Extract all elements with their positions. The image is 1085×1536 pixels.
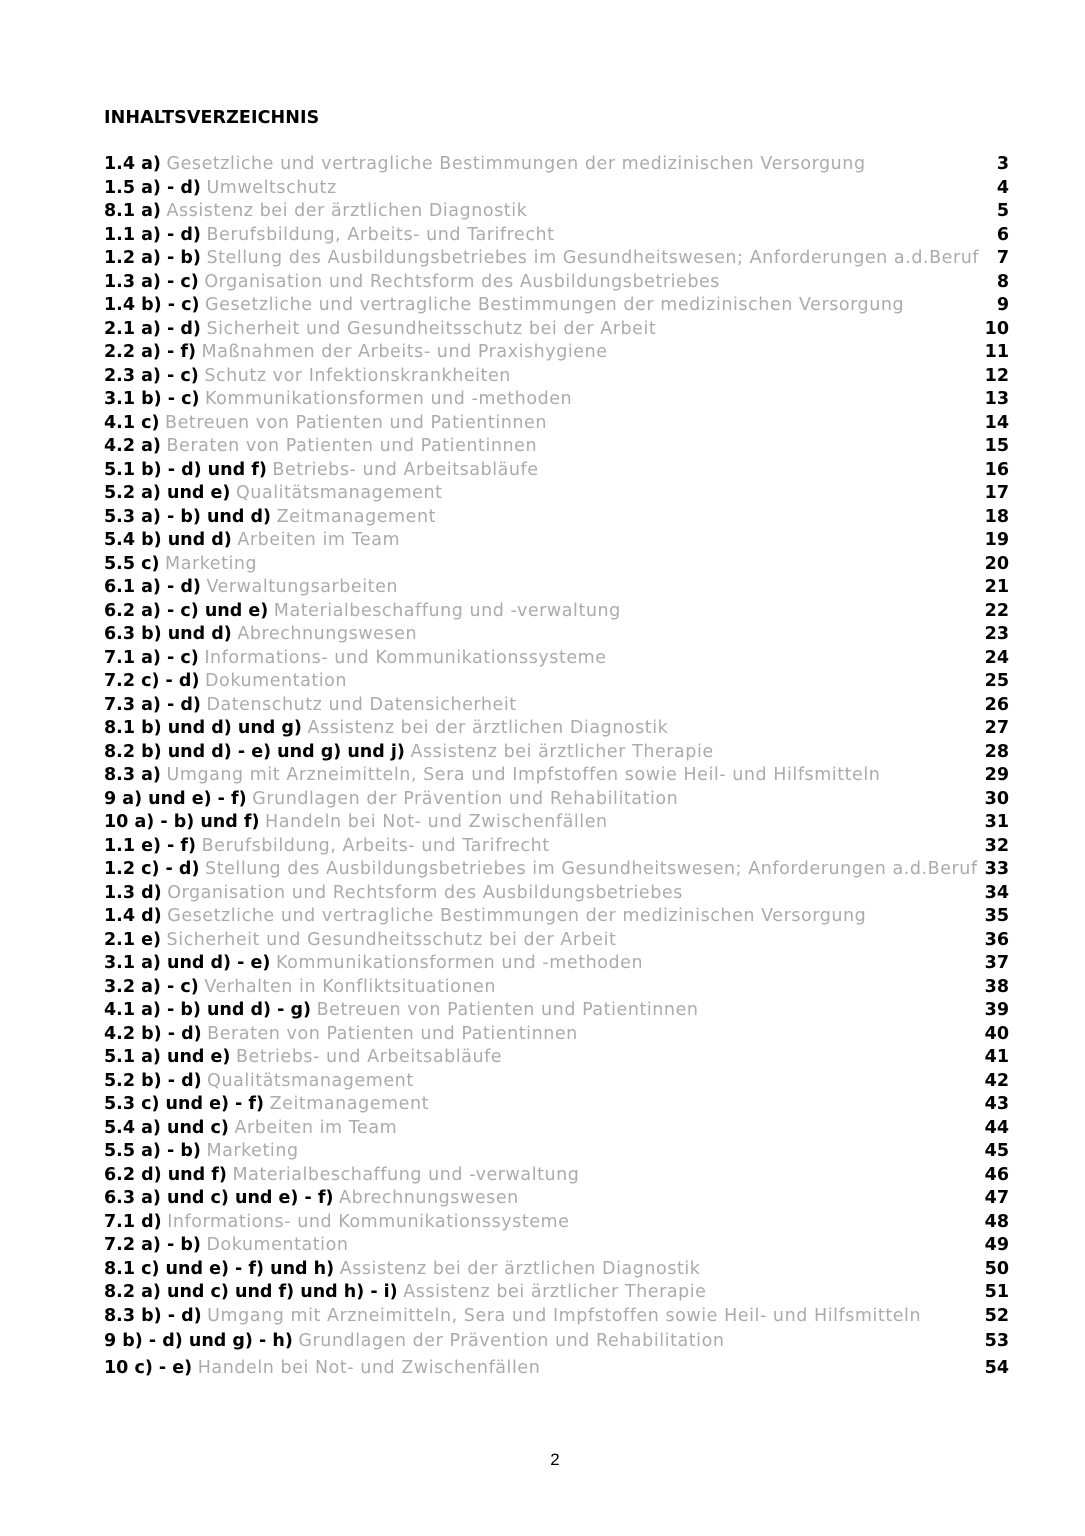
toc-entry-topic: Qualitätsmanagement: [235, 483, 443, 503]
page-number: 2: [550, 1450, 560, 1469]
toc-entry-page-number: 54: [984, 1358, 1009, 1378]
toc-entry-topic: Datenschutz und Datensicherheit: [206, 694, 517, 715]
toc-entry-topic: Dokumentation: [206, 1235, 349, 1255]
toc-entry-page-number: 53: [984, 1331, 1009, 1351]
toc-entry-page-number: 50: [984, 1258, 1009, 1279]
toc-entry-topic: Materialbeschaffung und -verwaltung: [232, 1164, 580, 1185]
toc-entry: [104, 647, 1009, 671]
toc-entry-code: 5.5 a) - b): [104, 1141, 201, 1161]
toc-entry-topic: Gesetzliche und vertragliche Bestimmungen der medizinischen Versorgung: [166, 154, 866, 174]
toc-entry-topic: Stellung des Ausbildungsbetriebes im Gesundheitswesen; Anforderungen a.d.Beruf: [205, 859, 978, 879]
toc-entry-code: 2.1 a) - d): [104, 318, 201, 339]
toc-entry: [104, 1281, 1009, 1305]
toc-entry: [104, 412, 1009, 436]
toc-entry: [104, 623, 1009, 647]
toc-entry-code: 5.3 c) und e) - f): [104, 1094, 265, 1114]
toc-entry: [104, 694, 1009, 718]
toc-entry: [104, 271, 1009, 295]
toc-entry-page-number: 6: [996, 224, 1009, 245]
toc-entry-page-number: 28: [984, 741, 1009, 762]
toc-entry-page-number: 24: [984, 647, 1009, 668]
toc-entry: [104, 553, 1009, 577]
toc-entry-code: 8.2 b) und d) - e) und g) und j): [104, 741, 405, 762]
toc-entry-code: 4.1 a) - b) und d) - g): [104, 1000, 312, 1020]
toc-entry: [104, 318, 1009, 342]
toc-entry-code: 2.2 a) - f): [104, 342, 196, 362]
toc-entry-topic: Kommunikationsformen und -methoden: [275, 953, 644, 973]
toc-entry-topic: Assistenz bei ärztlicher Therapie: [403, 1282, 707, 1302]
toc-entry: [104, 1211, 1009, 1235]
toc-entry-topic: Grundlagen der Prävention und Rehabilitation: [252, 788, 679, 809]
toc-entry-code: 2.3 a) - c): [104, 365, 199, 386]
toc-entry-page-number: 13: [984, 389, 1009, 409]
toc-entry: [104, 247, 1009, 271]
toc-entry: [104, 858, 1009, 882]
toc-entry-page-number: 8: [996, 271, 1009, 292]
toc-entry-topic: Assistenz bei der ärztlichen Diagnostik: [166, 201, 528, 221]
toc-entry: [104, 1140, 1009, 1164]
toc-entry-code: 2.1 e): [104, 929, 161, 950]
toc-entry-code: 5.2 a) und e): [104, 483, 231, 503]
toc-entry-page-number: 19: [984, 530, 1009, 550]
toc-entry-code: 5.3 a) - b) und d): [104, 506, 272, 527]
toc-entry: [104, 929, 1009, 953]
toc-entry-code: 6.3 a) und c) und e) - f): [104, 1188, 334, 1208]
toc-entry-code: 7.3 a) - d): [104, 694, 201, 715]
toc-entry-page-number: 40: [984, 1023, 1009, 1044]
toc-entry-page-number: 35: [984, 906, 1009, 926]
page-title: INHALTSVERZEICHNIS: [104, 108, 320, 128]
toc-entry: [104, 459, 1009, 483]
toc-entry-code: 3.2 a) - c): [104, 976, 199, 997]
toc-entry-code: 6.1 a) - d): [104, 577, 201, 597]
toc-entry-page-number: 32: [984, 835, 1009, 856]
toc-entry-topic: Kommunikationsformen und -methoden: [205, 389, 573, 409]
toc-entry-topic: Betreuen von Patienten und Patientinnen: [165, 412, 547, 433]
toc-entry-code: 8.1 c) und e) - f) und h): [104, 1258, 335, 1279]
toc-entry: [104, 764, 1009, 788]
toc-entry-code: 1.1 a) - d): [104, 224, 201, 245]
toc-entry-page-number: 34: [984, 882, 1009, 903]
toc-entry: [104, 1023, 1009, 1047]
toc-entry: [104, 1187, 1009, 1211]
toc-entry: [104, 1258, 1009, 1282]
toc-entry-code: 8.1 b) und d) und g): [104, 718, 302, 738]
toc-entry-code: 1.4 d): [104, 906, 162, 926]
toc-entry-page-number: 36: [984, 929, 1009, 950]
toc-entry: [104, 1093, 1009, 1117]
toc-entry: [104, 905, 1009, 929]
toc-entry-topic: Betriebs- und Arbeitsabläufe: [272, 459, 539, 480]
toc-entry-code: 1.1 e) - f): [104, 835, 197, 856]
toc-entry-topic: Organisation und Rechtsform des Ausbildungsbetriebes: [204, 271, 720, 292]
toc-entry-topic: Qualitätsmanagement: [207, 1070, 414, 1091]
toc-entry: [104, 294, 1009, 318]
toc-entry: [104, 952, 1009, 976]
toc-entry-code: 10 a) - b) und f): [104, 812, 260, 832]
toc-entry-topic: Zeitmanagement: [269, 1094, 430, 1114]
toc-entry-topic: Sicherheit und Gesundheitsschutz bei der Arbeit: [206, 318, 657, 339]
toc-entry-page-number: 11: [984, 342, 1009, 362]
toc-entry-topic: Zeitmanagement: [276, 506, 437, 527]
toc-entry: [104, 576, 1009, 600]
toc-entry-topic: Verhalten in Konfliktsituationen: [204, 976, 496, 997]
toc-entry-topic: Materialbeschaffung und -verwaltung: [273, 600, 621, 621]
toc-entry-page-number: 45: [984, 1141, 1009, 1161]
toc-entry-code: 7.2 a) - b): [104, 1235, 201, 1255]
toc-entry-code: 8.1 a): [104, 201, 161, 221]
toc-entry-topic: Marketing: [165, 553, 258, 574]
toc-entry-code: 6.2 a) - c) und e): [104, 600, 269, 621]
toc-entry: [104, 506, 1009, 530]
toc-entry-topic: Assistenz bei ärztlicher Therapie: [410, 741, 714, 762]
toc-entry-topic: Handeln bei Not- und Zwischenfällen: [265, 812, 608, 832]
toc-entry-topic: Stellung des Ausbildungsbetriebes im Gesundheitswesen; Anforderungen a.d.Beruf: [206, 248, 980, 268]
toc-entry-code: 1.5 a) - d): [104, 177, 201, 198]
toc-entry: [104, 717, 1009, 741]
toc-entry-code: 1.4 a): [104, 154, 161, 174]
toc-entry-page-number: 25: [984, 671, 1009, 691]
toc-entry: [104, 999, 1009, 1023]
toc-entry-page-number: 4: [996, 177, 1009, 198]
toc-entry-topic: Gesetzliche und vertragliche Bestimmungen der medizinischen Versorgung: [167, 906, 867, 926]
toc-entry-topic: Grundlagen der Prävention und Rehabilitation: [298, 1331, 725, 1351]
toc-entry-code: 8.3 a): [104, 765, 161, 785]
toc-entry-topic: Berufsbildung, Arbeits- und Tarifrecht: [206, 224, 555, 245]
toc-entry: [104, 600, 1009, 624]
toc-entry: [104, 788, 1009, 812]
toc-entry-page-number: 9: [996, 295, 1009, 315]
toc-entry-page-number: 30: [984, 788, 1009, 809]
toc-entry-page-number: 5: [996, 201, 1009, 221]
toc-entry: [104, 1355, 1009, 1382]
toc-entry-code: 8.3 b) - d): [104, 1305, 202, 1326]
toc-entry-page-number: 41: [984, 1047, 1009, 1067]
toc-entry-topic: Betreuen von Patienten und Patientinnen: [316, 1000, 699, 1020]
toc-entry-code: 1.3 a) - c): [104, 271, 199, 292]
toc-entry: [104, 811, 1009, 835]
toc-entry-page-number: 22: [984, 600, 1009, 621]
toc-entry-code: 5.5 c): [104, 553, 160, 574]
toc-entry: [104, 976, 1009, 1000]
toc-entry: [104, 153, 1009, 177]
toc-entry: [104, 482, 1009, 506]
toc-entry-topic: Organisation und Rechtsform des Ausbildungsbetriebes: [167, 882, 683, 903]
toc-entry-page-number: 44: [984, 1117, 1009, 1138]
toc-entry-page-number: 33: [984, 859, 1009, 879]
toc-entry: [104, 200, 1009, 224]
toc-entry-page-number: 15: [984, 436, 1009, 456]
toc-entry-code: 8.2 a) und c) und f) und h) - i): [104, 1282, 398, 1302]
toc-entry-code: 6.2 d) und f): [104, 1164, 227, 1185]
toc-entry-topic: Schutz vor Infektionskrankheiten: [204, 365, 511, 386]
toc-entry: [104, 1164, 1009, 1188]
toc-entry-page-number: 38: [984, 976, 1009, 997]
toc-entry-code: 4.2 b) - d): [104, 1023, 202, 1044]
toc-entry-code: 7.2 c) - d): [104, 671, 200, 691]
toc-entry-topic: Dokumentation: [205, 671, 348, 691]
toc-entry-page-number: 51: [984, 1282, 1009, 1302]
toc-entry-code: 1.3 d): [104, 882, 162, 903]
toc-entry-topic: Gesetzliche und vertragliche Bestimmungen der medizinischen Versorgung: [205, 295, 905, 315]
toc-entry-page-number: 29: [984, 765, 1009, 785]
toc-entry-topic: Assistenz bei der ärztlichen Diagnostik: [307, 718, 669, 738]
toc-entry-page-number: 21: [984, 577, 1009, 597]
toc-entry: [104, 365, 1009, 389]
toc-entry-topic: Marketing: [206, 1141, 299, 1161]
toc-entry-code: 7.1 d): [104, 1211, 162, 1232]
toc-entry-topic: Arbeiten im Team: [234, 1117, 398, 1138]
toc-entry-page-number: 39: [984, 1000, 1009, 1020]
toc-entry: [104, 1234, 1009, 1258]
toc-entry-page-number: 27: [984, 718, 1009, 738]
toc-entry-code: 5.1 b) - d) und f): [104, 459, 267, 480]
toc-entry-page-number: 7: [996, 248, 1009, 268]
toc-entry-topic: Abrechnungswesen: [339, 1188, 519, 1208]
toc-entry-page-number: 52: [984, 1305, 1009, 1326]
toc-entry: [104, 224, 1009, 248]
toc-entry-topic: Informations- und Kommunikationssysteme: [167, 1211, 570, 1232]
toc-entry-code: 9 b) - d) und g) - h): [104, 1331, 293, 1351]
toc-entry-topic: Umgang mit Arzneimitteln, Sera und Impfstoffen sowie Heil- und Hilfsmitteln: [166, 765, 881, 785]
toc-entry: [104, 1070, 1009, 1094]
toc-entry-topic: Maßnahmen der Arbeits- und Praxishygiene: [201, 342, 608, 362]
toc-entry-page-number: 23: [984, 624, 1009, 644]
toc-entry-topic: Informations- und Kommunikationssysteme: [204, 647, 607, 668]
toc-entry: [104, 341, 1009, 365]
toc-entry-page-number: 42: [984, 1070, 1009, 1091]
toc-entry-code: 5.4 b) und d): [104, 530, 232, 550]
toc-entry-code: 3.1 b) - c): [104, 389, 200, 409]
toc-entry-code: 5.4 a) und c): [104, 1117, 229, 1138]
toc-entry-code: 1.2 c) - d): [104, 859, 200, 879]
toc-entry-code: 5.2 b) - d): [104, 1070, 202, 1091]
toc-entry: [104, 882, 1009, 906]
toc-entry-code: 4.2 a): [104, 436, 161, 456]
toc-entry-topic: Verwaltungsarbeiten: [206, 577, 399, 597]
toc-entry: [104, 388, 1009, 412]
toc-entry-topic: Beraten von Patienten und Patientinnen: [166, 436, 538, 456]
toc-entry-code: 1.2 a) - b): [104, 248, 201, 268]
toc-entry-page-number: 12: [984, 365, 1009, 386]
toc-entry-topic: Abrechnungswesen: [237, 624, 418, 644]
toc-entry-code: 1.4 b) - c): [104, 295, 200, 315]
toc-entry-page-number: 46: [984, 1164, 1009, 1185]
toc-entry-page-number: 43: [984, 1094, 1009, 1114]
toc-entry-topic: Umweltschutz: [206, 177, 337, 198]
toc-entry: [104, 1305, 1009, 1329]
toc-entry-code: 9 a) und e) - f): [104, 788, 247, 809]
toc-entry-topic: Umgang mit Arzneimitteln, Sera und Impfstoffen sowie Heil- und Hilfsmitteln: [207, 1305, 922, 1326]
toc-entry-topic: Beraten von Patienten und Patientinnen: [207, 1023, 578, 1044]
toc-entry-page-number: 47: [984, 1188, 1009, 1208]
toc-entry-page-number: 16: [984, 459, 1009, 480]
toc-entry-page-number: 49: [984, 1235, 1009, 1255]
toc-entry-code: 6.3 b) und d): [104, 624, 232, 644]
toc-entry-page-number: 18: [984, 506, 1009, 527]
toc-entry-topic: Assistenz bei der ärztlichen Diagnostik: [339, 1258, 701, 1279]
toc-entry-page-number: 17: [984, 483, 1009, 503]
toc-entry: [104, 835, 1009, 859]
toc-entry: [104, 1328, 1009, 1355]
toc-entry-page-number: 48: [984, 1211, 1009, 1232]
toc-entry-topic: Arbeiten im Team: [237, 530, 401, 550]
toc-entry: [104, 670, 1009, 694]
toc-entry: [104, 1117, 1009, 1141]
toc-entry-page-number: 26: [984, 694, 1009, 715]
toc-entry: [104, 435, 1009, 459]
toc-entry: [104, 1046, 1009, 1070]
toc-entry-page-number: 10: [984, 318, 1009, 339]
toc-entry: [104, 741, 1009, 765]
toc-entry-code: 3.1 a) und d) - e): [104, 953, 271, 973]
toc-entry-topic: Sicherheit und Gesundheitsschutz bei der Arbeit: [166, 929, 617, 950]
toc-entry-topic: Betriebs- und Arbeitsabläufe: [235, 1047, 503, 1067]
toc-entry-code: 5.1 a) und e): [104, 1047, 231, 1067]
toc-entry-page-number: 14: [984, 412, 1009, 433]
toc-entry-code: 10 c) - e): [104, 1358, 193, 1378]
toc-entry: [104, 177, 1009, 201]
toc-entry-page-number: 20: [984, 553, 1009, 574]
toc-entry-topic: Berufsbildung, Arbeits- und Tarifrecht: [201, 835, 550, 856]
toc-entry-code: 4.1 c): [104, 412, 160, 433]
toc-entry-code: 7.1 a) - c): [104, 647, 199, 668]
toc-entry: [104, 529, 1009, 553]
toc-entry-page-number: 37: [984, 953, 1009, 973]
toc-entry-topic: Handeln bei Not- und Zwischenfällen: [197, 1358, 541, 1378]
table-of-contents: [104, 153, 1009, 1382]
toc-entry-page-number: 31: [984, 812, 1009, 832]
toc-entry-page-number: 3: [996, 154, 1009, 174]
